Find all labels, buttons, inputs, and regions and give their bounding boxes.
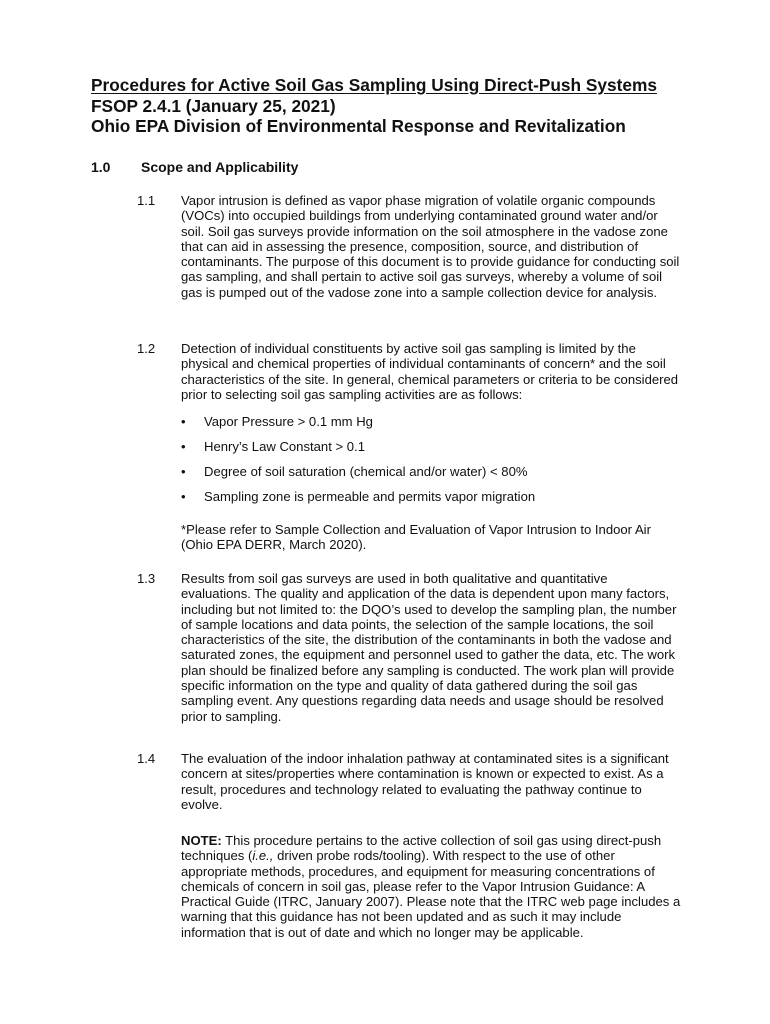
fsop-number: FSOP 2.4.1 (January 25, 2021) — [91, 95, 336, 116]
list-item — [181, 489, 661, 514]
list-item-text: Sampling zone is permeable and permits vapor migration — [204, 489, 536, 504]
note-paragraph — [181, 833, 681, 940]
list-item-text: Henry’s Law Constant > 0.1 — [204, 439, 365, 454]
paragraph-1-3: Results from soil gas surveys are used in both qualitative and quantitative evaluations. The quality and application of the data is dependent upon many factors, including but not limited to: the DQO’s used to develop the sampling plan, the number of sample locations and data points, the selection of the sample locations, the soil characteristics of the site, the distribution of the contaminants in both the vadose and saturated zones, the equipment and personnel used to gather the data, etc. The work plan should be finalized before any sampling is conducted. The work plan will provide specific information on the type and quality of data gathered during the soil gas sampling event. Any questions regarding data needs and usage should be resolved prior to sampling. — [181, 571, 677, 724]
paragraph-number-1-4: 1.4 — [137, 751, 156, 766]
paragraph-number-1-3: 1.3 — [137, 571, 156, 586]
list-item-text: Vapor Pressure > 0.1 mm Hg — [204, 414, 373, 429]
criteria-list — [181, 414, 661, 514]
list-item — [181, 439, 661, 464]
organization-name: Ohio EPA Division of Environmental Response and Revitalization — [91, 116, 626, 136]
document-header — [91, 75, 691, 137]
note-text-b: driven probe rods/tooling). With respect to the use of other appropriate methods, procedures, and equipment for measuring concentrations of chemicals of concern in soil gas, please refer to the Vapor Intrusion Guidance: A Practical Guide (ITRC, January 2007). Please note that the ITRC web page includes a warning that this guidance has not been updated and as such it may include information that is out of date and which no longer may be applicable. — [181, 848, 681, 940]
paragraph-number-1-1: 1.1 — [137, 193, 156, 208]
note-text-ie: i.e., — [252, 848, 274, 864]
note-text-a: This procedure pertains to the active collection of soil gas using direct-push techniques ( — [181, 833, 662, 864]
bullet-icon: • — [181, 414, 186, 429]
document-title: Procedures for Active Soil Gas Sampling Using Direct-Push Systems — [91, 75, 657, 95]
footnote: *Please refer to Sample Collection and Evaluation of Vapor Intrusion to Indoor Air (Ohio EPA DERR, March 2020). — [181, 522, 651, 553]
list-item — [181, 464, 661, 489]
bullet-icon: • — [181, 489, 186, 504]
paragraph-number-1-2: 1.2 — [137, 341, 156, 356]
paragraph-1-1: Vapor intrusion is defined as vapor phase migration of volatile organic compounds (VOCs) into occupied buildings from underlying contaminated ground water and/or soil. Soil gas surveys provide information on the soil atmosphere in the vadose zone that can aid in assessing the presence, composition, source, and distribution of contaminants. The purpose of this document is to provide guidance for conducting soil gas sampling, and shall pertain to active soil gas surveys, whereby a volume of soil gas is pumped out of the vadose zone into a sample collection device for analysis. — [181, 193, 680, 300]
note-label: NOTE: — [181, 833, 222, 848]
section-title: Scope and Applicability — [141, 159, 299, 175]
paragraph-1-2: Detection of individual constituents by active soil gas sampling is limited by the physical and chemical properties of individual contaminants of concern* and the soil characteristics of the site. In general, chemical parameters or criteria to be considered prior to selecting soil gas sampling activities are as follows: — [181, 341, 679, 402]
bullet-icon: • — [181, 464, 186, 479]
bullet-icon: • — [181, 439, 186, 454]
paragraph-1-4: The evaluation of the indoor inhalation pathway at contaminated sites is a significant concern at sites/properties where contamination is known or expected to exist. As a result, procedures and technology related to evaluating the pathway continue to evolve. — [181, 751, 669, 812]
section-number: 1.0 — [91, 159, 111, 175]
list-item — [181, 414, 661, 439]
list-item-text: Degree of soil saturation (chemical and/or water) < 80% — [204, 464, 528, 479]
